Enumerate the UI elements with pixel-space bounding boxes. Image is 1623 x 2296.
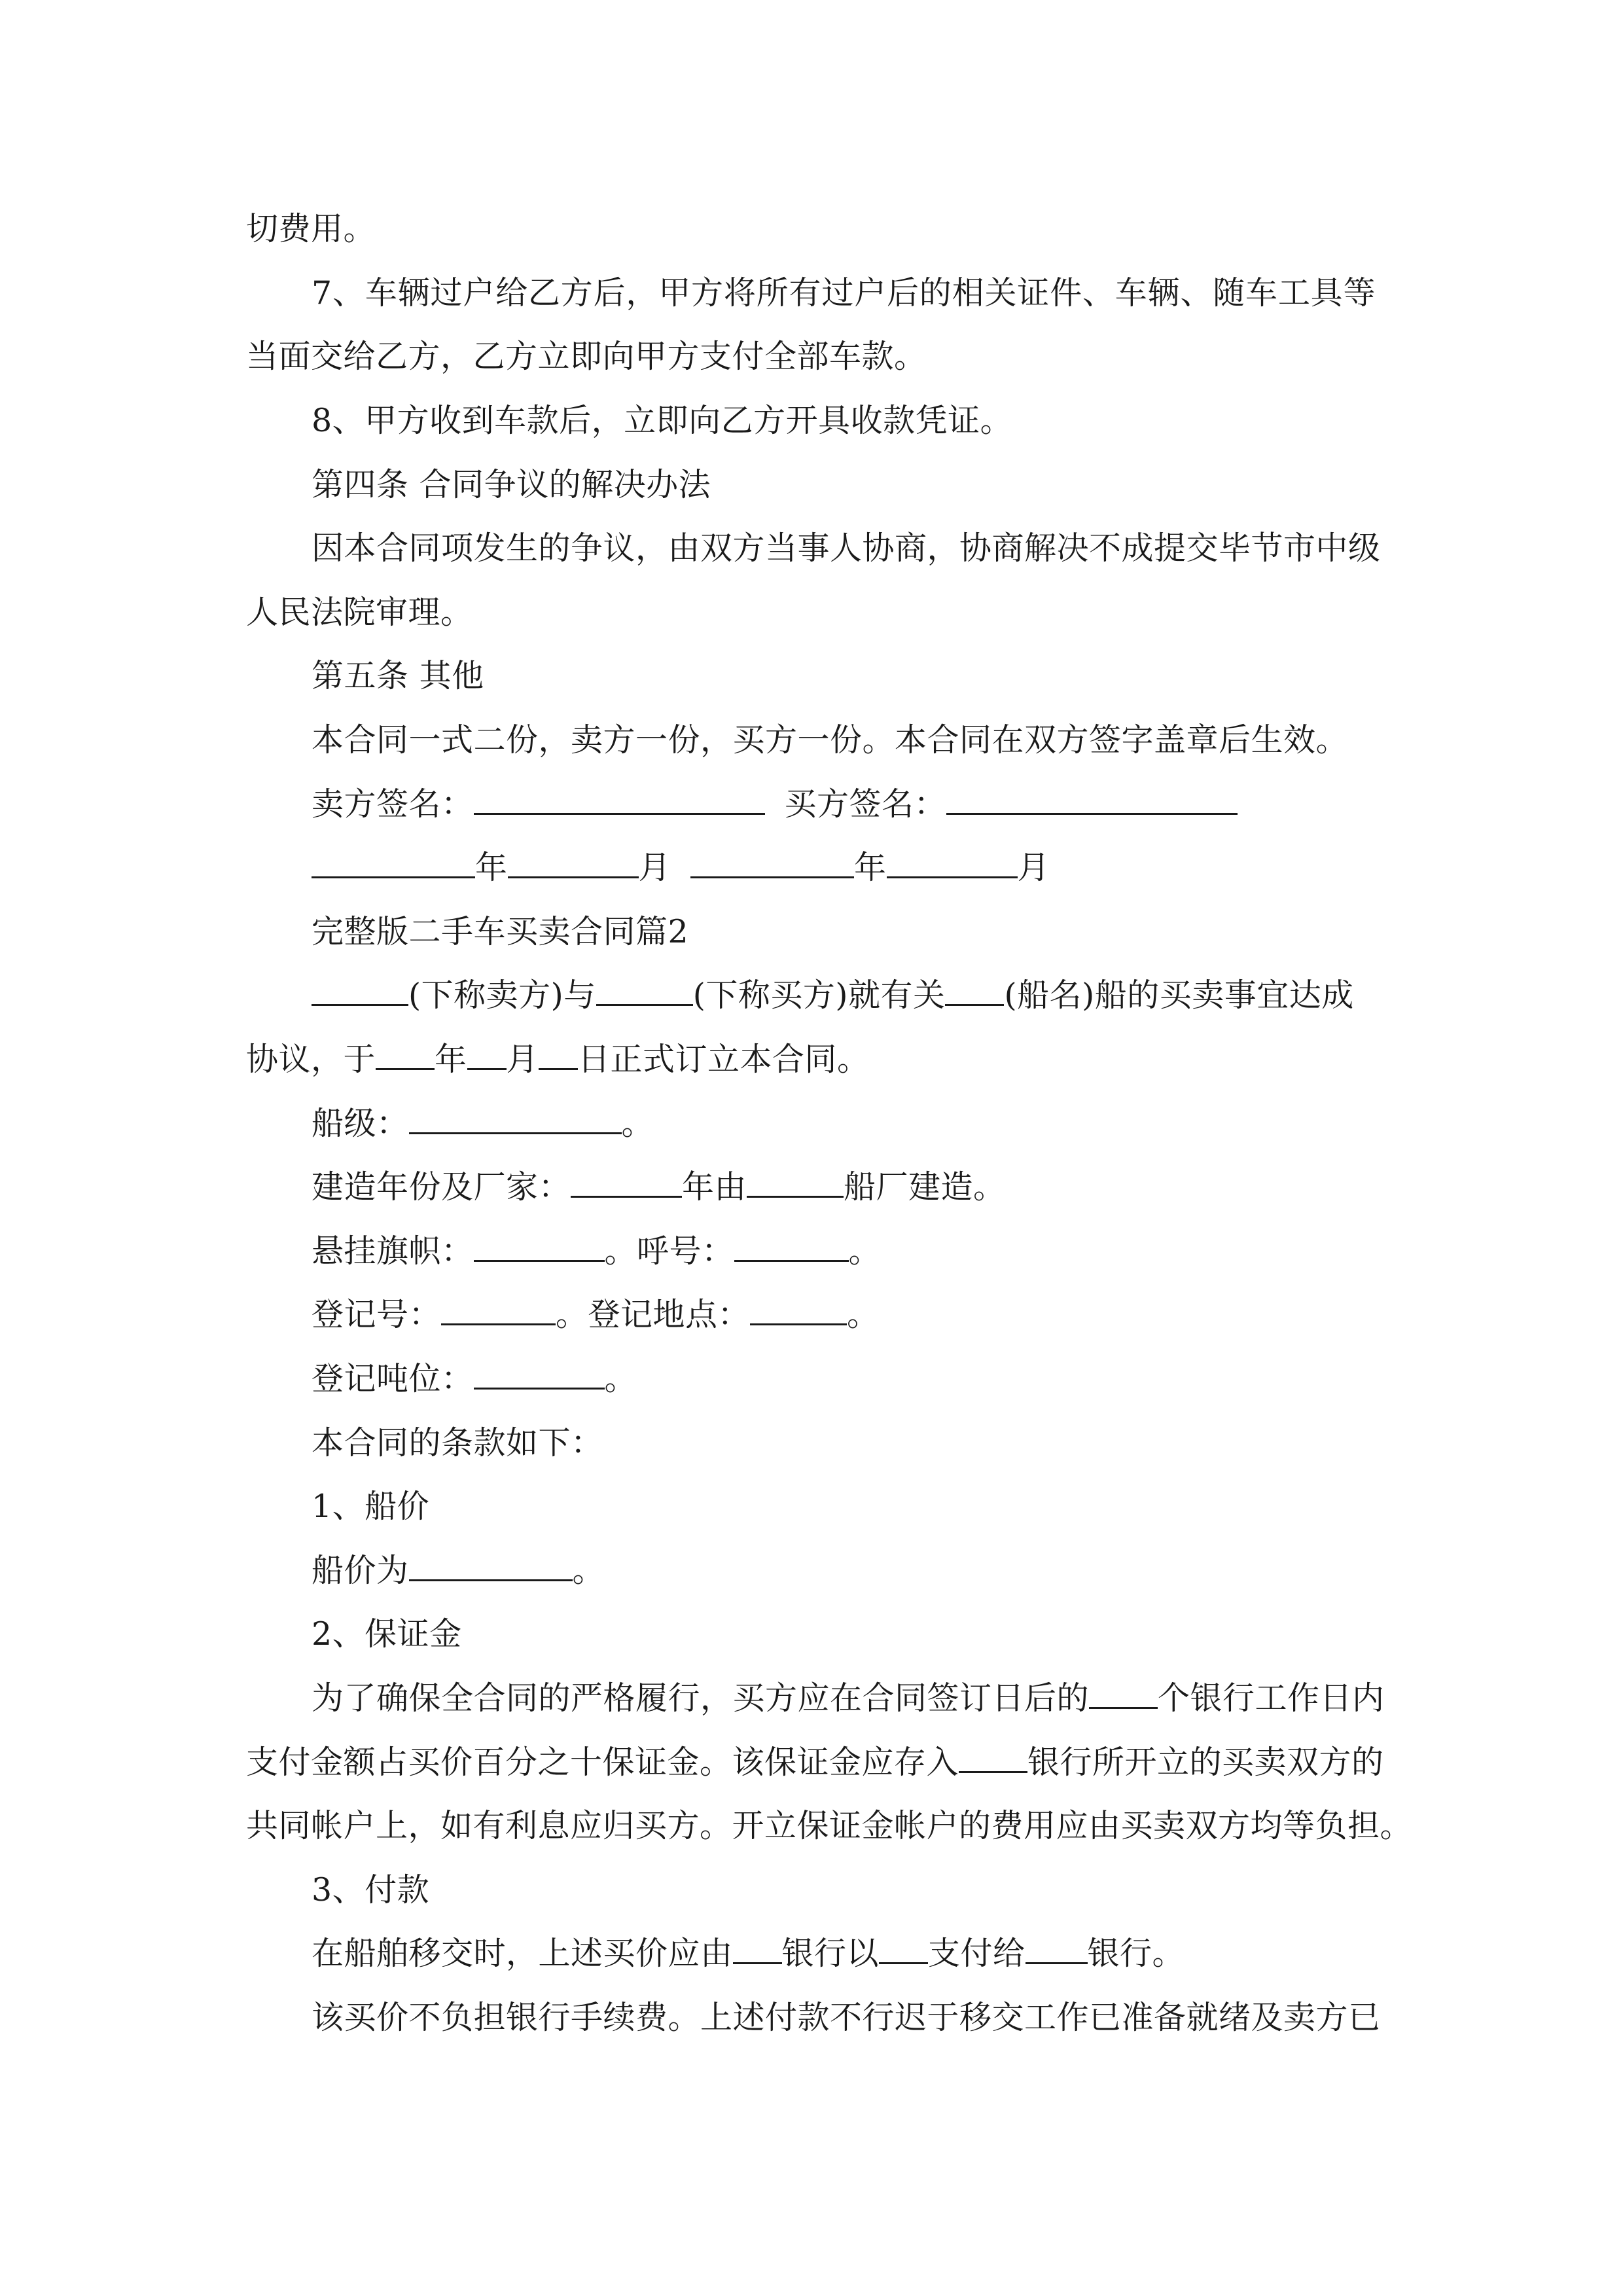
text-span: 个银行工作日内: [1158, 1679, 1385, 1717]
seller-signature-blank: [474, 785, 765, 815]
text-line: [312, 1295, 880, 1335]
blank: [596, 977, 693, 1006]
year-label: 年: [475, 849, 508, 886]
section-heading: 第四条 合同争议的解决办法: [312, 466, 711, 503]
section-heading: 第五条 其他: [312, 657, 484, 694]
text-span: 。: [847, 1296, 880, 1333]
blank: [1026, 1935, 1088, 1964]
text-line: 人民法院审理。: [246, 594, 473, 631]
text-line: [246, 1743, 1384, 1782]
text-span: 银行。: [1087, 1935, 1185, 1972]
text-span: 船级：: [312, 1105, 409, 1142]
text-line: [246, 1040, 870, 1079]
text-line: 当面交给乙方，乙方立即向甲方支付全部车款。: [246, 338, 927, 375]
text-span: 日正式订立本合同。: [578, 1041, 870, 1078]
text-line: 7、车辆过户给乙方后，甲方将所有过户后的相关证件、车辆、随车工具等: [312, 274, 1376, 312]
text-line: [312, 976, 1354, 1015]
signature-line: [312, 785, 1238, 824]
text-line: 8、甲方收到车款后，立即向乙方开具收款凭证。: [312, 402, 1013, 439]
text-span: 登记吨位：: [312, 1360, 474, 1397]
seller-signature-label: 卖方签名：: [312, 785, 474, 823]
text-span: 银行以: [781, 1935, 880, 1972]
text-span: 船价为: [312, 1552, 409, 1589]
blank: [690, 849, 854, 878]
text-span: 悬挂旗帜：: [312, 1232, 474, 1270]
text-span: 在船舶移交时，上述买价应由: [312, 1935, 733, 1972]
buyer-signature-label: 买方签名：: [784, 785, 947, 823]
clause-heading: 1、船价: [312, 1488, 430, 1525]
text-line: [312, 1168, 1006, 1207]
text-line: [312, 1934, 1185, 1973]
document-title: 完整版二手车买卖合同篇2: [312, 913, 689, 950]
text-line: 本合同一式二份，卖方一份，买方一份。本合同在双方签字盖章后生效。: [312, 721, 1349, 759]
buyer-signature-blank: [946, 785, 1238, 815]
text-span: 。: [848, 1232, 882, 1270]
text-line: [312, 1104, 654, 1143]
blank: [312, 977, 408, 1006]
text-line: 切费用。: [246, 210, 376, 247]
text-span: 年: [435, 1041, 467, 1078]
blank: [508, 849, 639, 878]
blank: [409, 1552, 573, 1581]
text-line: 本合同的条款如下：: [312, 1424, 603, 1462]
blank: [474, 1232, 605, 1262]
text-span: 。登记地点：: [556, 1296, 751, 1333]
year-label: 年: [854, 849, 887, 886]
text-span: 船厂建造。: [844, 1168, 1006, 1206]
blank: [376, 1041, 435, 1070]
blank: [474, 1360, 605, 1390]
text-span: 协议，于: [246, 1041, 376, 1078]
blank: [312, 849, 475, 878]
clause-heading: 2、保证金: [312, 1615, 462, 1653]
text-span: 银行所开立的买卖双方的: [1027, 1744, 1384, 1781]
text-span: 支付金额占买价百分之十保证金。该保证金应存入: [246, 1744, 959, 1781]
text-span: 。: [604, 1360, 637, 1397]
text-line: 共同帐户上，如有利息应归买方。开立保证金帐户的费用应由买卖双方均等负担。: [246, 1807, 1413, 1844]
text-span: 支付给: [928, 1935, 1026, 1972]
blank: [409, 1105, 622, 1134]
text-span: (下称买方)就有关: [692, 977, 946, 1014]
clause-heading: 3、付款: [312, 1871, 430, 1909]
text-line: [312, 1679, 1385, 1718]
blank: [887, 849, 1018, 878]
blank: [733, 1935, 782, 1964]
text-span: 年由: [682, 1168, 747, 1206]
text-line: 因本合同项发生的争议，由双方当事人协商，协商解决不成提交毕节市中级: [312, 529, 1381, 567]
text-line: [312, 1232, 881, 1271]
text-span: 。: [621, 1105, 654, 1142]
month-label: 月: [638, 849, 671, 886]
blank: [747, 1168, 844, 1198]
blank: [879, 1935, 928, 1964]
blank: [571, 1168, 682, 1198]
text-span: 。: [572, 1552, 605, 1589]
blank: [441, 1296, 556, 1325]
blank: [467, 1041, 507, 1070]
blank: [734, 1232, 849, 1262]
text-span: 为了确保全合同的严格履行，买方应在合同签订日后的: [312, 1679, 1090, 1717]
text-span: 。呼号：: [604, 1232, 734, 1270]
text-span: 月: [506, 1041, 539, 1078]
blank: [1089, 1679, 1158, 1709]
text-line: 该买价不负担银行手续费。上述付款不行迟于移交工作已准备就绪及卖方已: [312, 1999, 1381, 2036]
blank: [959, 1744, 1027, 1773]
text-span: 建造年份及厂家：: [312, 1168, 571, 1206]
text-span: 登记号：: [312, 1296, 442, 1333]
text-span: (船名)船的买卖事宜达成: [1004, 977, 1354, 1014]
blank: [539, 1041, 578, 1070]
text-span: (下称卖方)与: [408, 977, 596, 1014]
blank: [945, 977, 1004, 1006]
text-line: [312, 1359, 637, 1399]
text-line: [312, 1551, 605, 1590]
blank: [750, 1296, 847, 1325]
month-label: 月: [1017, 849, 1050, 886]
date-line: [312, 848, 1050, 888]
